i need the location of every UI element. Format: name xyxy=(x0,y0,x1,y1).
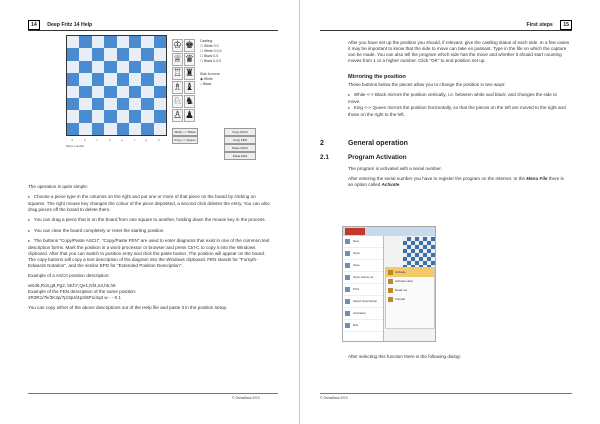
board-square[interactable] xyxy=(141,73,153,85)
left-header-rule xyxy=(28,30,278,31)
file-label: f xyxy=(133,138,135,142)
board-square[interactable] xyxy=(141,110,153,122)
board-square[interactable] xyxy=(129,98,141,110)
mirroring-intro: These buttons below the pieces allow you to change the position in two ways: xyxy=(348,82,506,87)
board-square[interactable] xyxy=(154,73,166,85)
menu-item[interactable]: Open xyxy=(343,248,383,260)
board-square[interactable] xyxy=(92,86,104,98)
activation-text xyxy=(348,166,570,192)
board-square[interactable] xyxy=(104,98,116,110)
side-to-move-label: Side to move xyxy=(200,72,220,76)
board-square[interactable] xyxy=(79,61,91,73)
board-square[interactable] xyxy=(104,86,116,98)
white-knight-icon[interactable]: ♘ xyxy=(173,96,182,107)
section-title: General operation xyxy=(348,140,408,147)
paragraph: ♦ You can drag a piece that is on the board from one square to another, holding down the mouse key in the process. xyxy=(28,217,274,224)
board-square[interactable] xyxy=(117,61,129,73)
submenu-item[interactable]: Read me xyxy=(386,286,434,295)
board-square[interactable] xyxy=(67,61,79,73)
paragraph: The operation is quite simple: xyxy=(28,184,89,189)
file-label: d xyxy=(108,138,111,142)
right-page xyxy=(300,0,600,424)
paragraph: ♦ The buttons "Copy/Paste ASCII", "Copy/Paste FEN" are used to enter diagrams that exist in one of the common text description forms. Mark the position in a word processor or browser and press Ctrl-C to copy it into the Windows clipboard. After that you can switch to position entry and click the paste button. The position will appear on the board. The copy buttons will copy a text description of the diagram into the Windows clipboard. FEN stands for "Forsyth-Edwards Notation", and the similar EPD for "Extended Position Description". xyxy=(28,238,274,269)
board-square[interactable] xyxy=(117,86,129,98)
board-square[interactable] xyxy=(79,98,91,110)
white-bishop-icon[interactable]: ♗ xyxy=(173,82,182,93)
board-square[interactable] xyxy=(67,36,79,48)
board-square[interactable] xyxy=(154,98,166,110)
black-knight-icon[interactable]: ♞ xyxy=(184,96,194,107)
move-number-label: Move number xyxy=(66,144,85,148)
board-square[interactable] xyxy=(104,110,116,122)
file-menu-screenshot xyxy=(342,226,436,342)
king-queen-button[interactable]: King <-> Queen xyxy=(172,136,198,144)
paragraph: You can copy either of the above descriptions out of the Help file and paste it in the position setup. xyxy=(28,304,228,310)
board-square[interactable] xyxy=(141,61,153,73)
file-menu xyxy=(343,236,384,341)
side-option-black[interactable]: ○ Black xyxy=(200,82,212,86)
right-header xyxy=(527,20,572,30)
after-dialog-text: After selecting this function there is the following dialog: xyxy=(348,354,461,359)
file-tab[interactable] xyxy=(345,228,365,235)
board-square[interactable] xyxy=(104,61,116,73)
board-square[interactable] xyxy=(104,123,116,135)
menu-item[interactable]: Activation xyxy=(343,308,383,320)
paragraph: Example of the FEN description of the same position: xyxy=(28,288,137,294)
file-label: a xyxy=(71,138,74,142)
left-page-number: 14 xyxy=(28,20,40,30)
board-square[interactable] xyxy=(154,86,166,98)
board-square[interactable] xyxy=(154,123,166,135)
menu-file-ref: Menu File xyxy=(526,175,548,181)
board-square[interactable] xyxy=(141,48,153,60)
board-square[interactable] xyxy=(141,86,153,98)
paragraph: Example of a ASCII position description: xyxy=(28,272,110,278)
white-pawn-icon[interactable]: ♙ xyxy=(173,110,182,121)
activate-ref: Activate xyxy=(381,181,400,187)
castling-option[interactable]: ☐ White 0-0-0 xyxy=(200,49,222,53)
file-label: e xyxy=(121,138,123,142)
left-footer: © ChessBase 2013 xyxy=(232,396,260,400)
subsection-title: Program Activation xyxy=(348,154,407,161)
board-square[interactable] xyxy=(117,123,129,135)
white-black-button[interactable]: White <-> Black xyxy=(172,128,198,136)
submenu-item[interactable]: Tutorial xyxy=(386,295,434,304)
board-square[interactable] xyxy=(104,48,116,60)
board-square[interactable] xyxy=(92,110,104,122)
activation-p2: After entering the serial number you have to register the program on the Internet. In the Menu File there is an option called Activate. xyxy=(348,175,564,187)
board-square[interactable] xyxy=(117,48,129,60)
board-square[interactable] xyxy=(79,73,91,85)
white-rook-icon[interactable]: ♖ xyxy=(173,68,182,79)
left-body-text xyxy=(28,184,274,315)
left-header xyxy=(28,20,92,30)
right-footer: © ChessBase 2013 xyxy=(320,396,348,400)
castling-option[interactable]: ☐ White 0-0 xyxy=(200,44,219,48)
submenu-item[interactable]: Activate Help xyxy=(386,277,434,286)
paste-fen-button[interactable]: Paste FEN xyxy=(224,152,256,160)
black-king-icon[interactable]: ♚ xyxy=(184,40,194,51)
piece-palette[interactable] xyxy=(172,39,194,122)
board-square[interactable] xyxy=(67,110,79,122)
board-square[interactable] xyxy=(79,86,91,98)
right-running-title: First steps xyxy=(526,22,553,28)
mirroring-body xyxy=(348,82,570,122)
board-square[interactable] xyxy=(117,98,129,110)
menu-item[interactable]: Select Description xyxy=(343,296,383,308)
black-queen-icon[interactable]: ♛ xyxy=(184,54,194,65)
white-king-icon[interactable]: ♔ xyxy=(173,40,182,51)
board-square[interactable] xyxy=(67,123,79,135)
menu-item[interactable]: Exit xyxy=(343,320,383,332)
right-intro-text: After you have set up the position you should, if relevant, give the castling status of each side. In a few cases it may be important to know that the side to move can take en passant. Type in the file on which the capture can be made. You can also tell the program which side has the move and whether it should start counting moves from 1 or a higher number. Click "OK" to end position set up. xyxy=(348,40,570,63)
paragraph: ♦ You can clear the board completely or reset the starting position. xyxy=(28,228,274,235)
board-square[interactable] xyxy=(67,86,79,98)
board-square[interactable] xyxy=(92,36,104,48)
board-square[interactable] xyxy=(79,123,91,135)
board-square[interactable] xyxy=(141,123,153,135)
board-square[interactable] xyxy=(117,36,129,48)
file-label: g xyxy=(145,138,148,142)
left-footer-rule xyxy=(28,393,278,394)
left-running-title: Deep Fritz 14 Help xyxy=(47,22,93,28)
board-square[interactable] xyxy=(154,110,166,122)
board-square[interactable] xyxy=(129,36,141,48)
activation-submenu xyxy=(385,267,435,329)
board-square[interactable] xyxy=(92,73,104,85)
board-square[interactable] xyxy=(79,48,91,60)
menu-item[interactable]: Save xyxy=(343,260,383,272)
board-square[interactable] xyxy=(104,73,116,85)
board-square[interactable] xyxy=(67,73,79,85)
submenu-item-activate[interactable]: Activate xyxy=(386,268,434,277)
white-queen-icon[interactable]: ♕ xyxy=(173,54,182,65)
board-square[interactable] xyxy=(67,98,79,110)
side-option-white[interactable]: ◉ White xyxy=(200,77,213,81)
menu-item[interactable]: Open Game as xyxy=(343,272,383,284)
board-square[interactable] xyxy=(92,98,104,110)
board-square[interactable] xyxy=(79,36,91,48)
menu-item[interactable]: New xyxy=(343,236,383,248)
mini-board xyxy=(403,237,435,267)
board-square[interactable] xyxy=(92,123,104,135)
right-page-number: 15 xyxy=(560,20,572,30)
board-square[interactable] xyxy=(129,73,141,85)
subsection-number: 2.1 xyxy=(320,154,329,161)
board-square[interactable] xyxy=(92,61,104,73)
copy-fen-button[interactable]: Copy FEN xyxy=(224,136,256,144)
black-bishop-icon[interactable]: ♝ xyxy=(184,82,194,93)
black-pawn-icon[interactable]: ♟ xyxy=(184,110,194,121)
board-square[interactable] xyxy=(79,110,91,122)
mirroring-item: ♦ White <-> Black mirrors the position vertically, i.e. between white and black, and changes the side to move. xyxy=(348,92,570,105)
board-square[interactable] xyxy=(141,98,153,110)
activation-p1: The program is activated with a serial number. xyxy=(348,166,442,171)
board-square[interactable] xyxy=(92,48,104,60)
board-square[interactable] xyxy=(129,61,141,73)
board-square[interactable] xyxy=(141,36,153,48)
board-square[interactable] xyxy=(154,61,166,73)
right-footer-rule xyxy=(320,393,572,394)
menu-item[interactable]: Print xyxy=(343,284,383,296)
board-square[interactable] xyxy=(129,110,141,122)
chess-board[interactable] xyxy=(66,35,167,136)
paragraph: ♦ Choose a piece type in the columns on the right and put one or more of that piece on the board by clicking on squares. The right mouse key changes the colour of the piece deposited, a second click deletes the entry. You can also drag pieces off the board to delete them. xyxy=(28,194,274,213)
castling-option[interactable]: ☐ Black 0-0 xyxy=(200,54,219,58)
board-file-labels xyxy=(66,138,165,142)
castling-panel xyxy=(200,39,222,87)
right-header-rule xyxy=(320,30,572,31)
file-label: b xyxy=(83,138,86,142)
board-square[interactable] xyxy=(129,86,141,98)
section-number: 2 xyxy=(320,140,324,147)
paragraph: 2R3R1/7k/3K2p/7p/3p4/4p3/6P1/4q3 w - - 0 1 xyxy=(28,294,121,300)
mirroring-item: ♦ King <-> Queen mirrors the position horizontally, so that the pieces on the left are moved to the right and those on the right to the left. xyxy=(348,105,570,118)
board-square[interactable] xyxy=(117,110,129,122)
board-square[interactable] xyxy=(154,36,166,48)
board-square[interactable] xyxy=(117,73,129,85)
copy-ascii-button[interactable]: Copy ASCII xyxy=(224,128,256,136)
board-square[interactable] xyxy=(104,36,116,48)
castling-option[interactable]: ☐ Black 0-0-0 xyxy=(200,59,222,63)
paragraph: wKd6,Rc8,g8,Pg2, bKh7,Qe1,Nf4,e3,h5,h6 xyxy=(28,282,116,288)
castling-label: Castling xyxy=(200,39,213,43)
mirroring-heading: Mirroring the position xyxy=(348,74,406,80)
file-label: c xyxy=(96,138,98,142)
board-square[interactable] xyxy=(129,123,141,135)
paste-ascii-button[interactable]: Paste ASCII xyxy=(224,144,256,152)
board-square[interactable] xyxy=(154,48,166,60)
file-label: h xyxy=(157,138,160,142)
board-square[interactable] xyxy=(67,48,79,60)
board-square[interactable] xyxy=(129,48,141,60)
black-rook-icon[interactable]: ♜ xyxy=(184,68,194,79)
